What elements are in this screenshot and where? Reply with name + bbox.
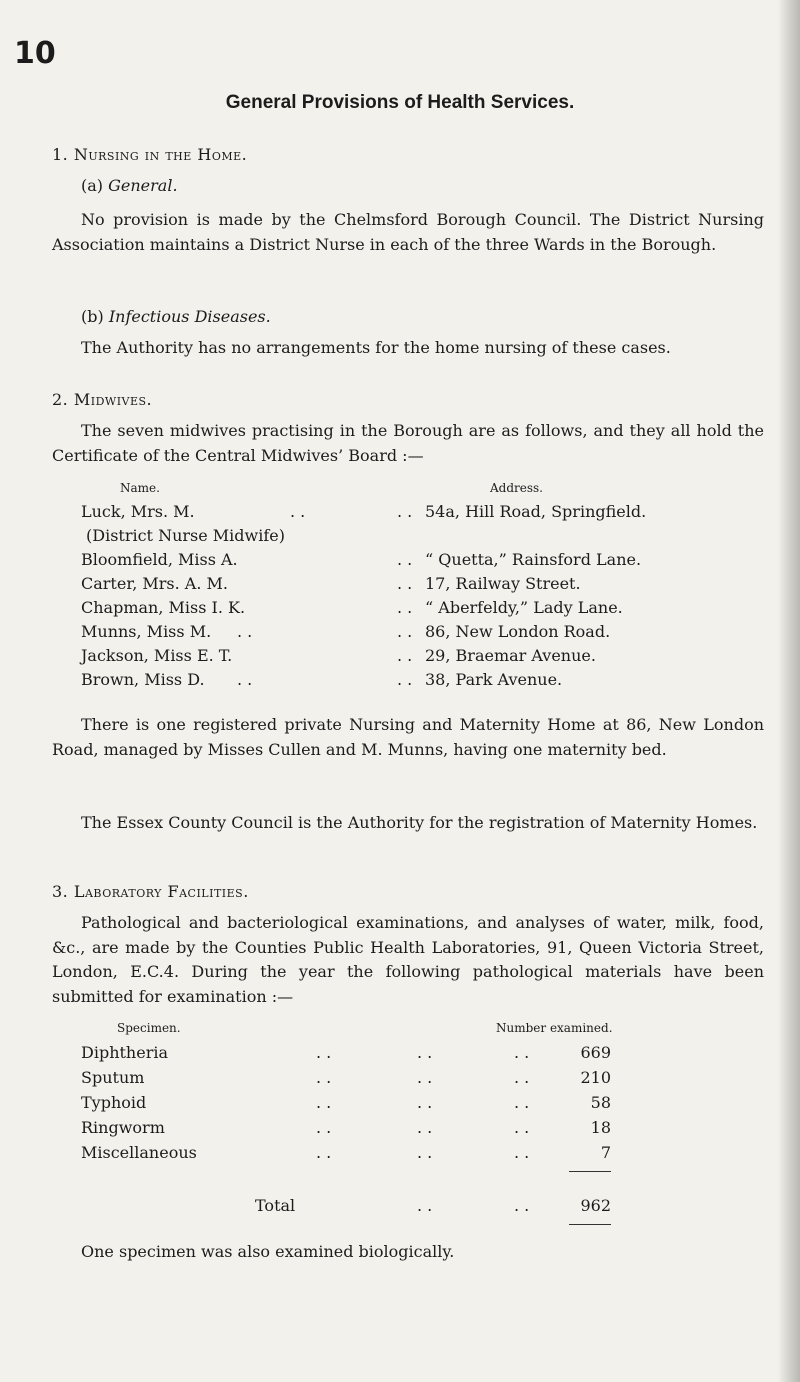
leader-dots: . . (316, 1093, 332, 1112)
leader-dots: . . (316, 1118, 332, 1137)
page-number: 10 (14, 36, 56, 71)
total-value: 962 (580, 1196, 611, 1215)
footnote: One specimen was also examined biologically. (81, 1242, 455, 1261)
specimen-count: 210 (580, 1068, 611, 1087)
midwife-name: Jackson, Miss E. T. (81, 646, 233, 665)
section-heading-midwives: 2. Midwives. (52, 390, 153, 409)
midwife-address: 17, Railway Street. (425, 574, 581, 593)
specimen-count: 18 (590, 1118, 611, 1137)
specimen-column-header: Specimen. (117, 1021, 181, 1035)
page-edge-shadow (778, 0, 800, 1382)
leader-dots: . . (316, 1143, 332, 1162)
leader-dots: . . (514, 1068, 530, 1087)
leader-dots: . . (316, 1043, 332, 1062)
leader-dots: . . (290, 502, 306, 521)
subsection-a-title: General. (108, 176, 178, 195)
essex-paragraph: The Essex County Council is the Authority for the registration of Maternity Homes. (81, 813, 758, 832)
subsection-b-label: (b) (81, 307, 104, 326)
midwife-address: 54a, Hill Road, Springfield. (425, 502, 647, 521)
subsection-b-title: Infectious Diseases. (108, 307, 271, 326)
leader-dots: . . (417, 1068, 433, 1087)
number-column-header: Number examined. (496, 1021, 613, 1035)
midwives-column-name: Name. (120, 481, 160, 495)
nursing-home-paragraph: There is one registered private Nursing and Maternity Home at 86, New London Road, managed by Misses Cullen and M. Munns, having one maternity bed. (52, 715, 764, 759)
specimen-name: Sputum (81, 1068, 145, 1087)
specimen-name: Ringworm (81, 1118, 165, 1137)
section-heading-nursing: 1. Nursing in the Home. (52, 145, 248, 164)
laboratory-intro: Pathological and bacteriological examinations, and analyses of water, milk, food, &c., are made by the Counties Public Health Laboratories, 91, Queen Victoria Street, London, E.C.4. During the year the following pathological materials have been submitted for examination :— (52, 913, 764, 1006)
leader-dots: . . (397, 598, 413, 617)
leader-dots: . . (417, 1143, 433, 1162)
midwife-name: Brown, Miss D. (81, 670, 205, 689)
leader-dots: . . (397, 622, 413, 641)
midwife-name: Luck, Mrs. M. (81, 502, 195, 521)
leader-dots: . . (316, 1068, 332, 1087)
leader-dots: . . (417, 1196, 433, 1215)
subsection-a-label: (a) (81, 176, 104, 195)
leader-dots: . . (397, 502, 413, 521)
total-label: Total (255, 1196, 296, 1215)
section-heading-laboratory: 3. Laboratory Facilities. (52, 882, 249, 901)
total-rule-bottom (569, 1224, 611, 1225)
leader-dots: . . (417, 1118, 433, 1137)
leader-dots: . . (397, 550, 413, 569)
leader-dots: . . (397, 574, 413, 593)
leader-dots: . . (397, 646, 413, 665)
midwife-address: “ Quetta,” Rainsford Lane. (425, 550, 642, 569)
midwife-address: 86, New London Road. (425, 622, 611, 641)
leader-dots: . . (417, 1043, 433, 1062)
midwives-column-address: Address. (490, 481, 543, 495)
page-title: General Provisions of Health Services. (225, 92, 575, 113)
midwife-address: 38, Park Avenue. (425, 670, 563, 689)
specimen-count: 58 (590, 1093, 611, 1112)
midwife-note: (District Nurse Midwife) (86, 526, 285, 545)
midwives-intro: The seven midwives practising in the Borough are as follows, and they all hold the Certificate of the Central Midwives’ Board :— (52, 421, 764, 465)
specimen-count: 7 (600, 1143, 611, 1162)
subsection-a-heading (81, 176, 178, 196)
leader-dots: . . (514, 1093, 530, 1112)
leader-dots: . . (237, 622, 253, 641)
midwife-name: Chapman, Miss I. K. (81, 598, 246, 617)
midwife-name: Munns, Miss M. (81, 622, 212, 641)
midwife-address: “ Aberfeldy,” Lady Lane. (425, 598, 623, 617)
leader-dots: . . (397, 670, 413, 689)
leader-dots: . . (514, 1043, 530, 1062)
subsection-b-text: The Authority has no arrangements for the home nursing of these cases. (81, 338, 671, 357)
total-rule-top (569, 1171, 611, 1172)
subsection-a-text: No provision is made by the Chelmsford Borough Council. The District Nursing Association maintains a District Nurse in each of the three Wards in the Borough. (52, 210, 764, 254)
leader-dots: . . (514, 1143, 530, 1162)
specimen-name: Diphtheria (81, 1043, 168, 1062)
midwife-name: Carter, Mrs. A. M. (81, 574, 228, 593)
midwife-address: 29, Braemar Avenue. (425, 646, 596, 665)
specimen-name: Typhoid (81, 1093, 147, 1112)
specimen-name: Miscellaneous (81, 1143, 197, 1162)
leader-dots: . . (514, 1196, 530, 1215)
leader-dots: . . (514, 1118, 530, 1137)
specimen-count: 669 (580, 1043, 611, 1062)
midwife-name: Bloomfield, Miss A. (81, 550, 238, 569)
subsection-b-heading (81, 307, 271, 327)
leader-dots: . . (417, 1093, 433, 1112)
leader-dots: . . (237, 670, 253, 689)
